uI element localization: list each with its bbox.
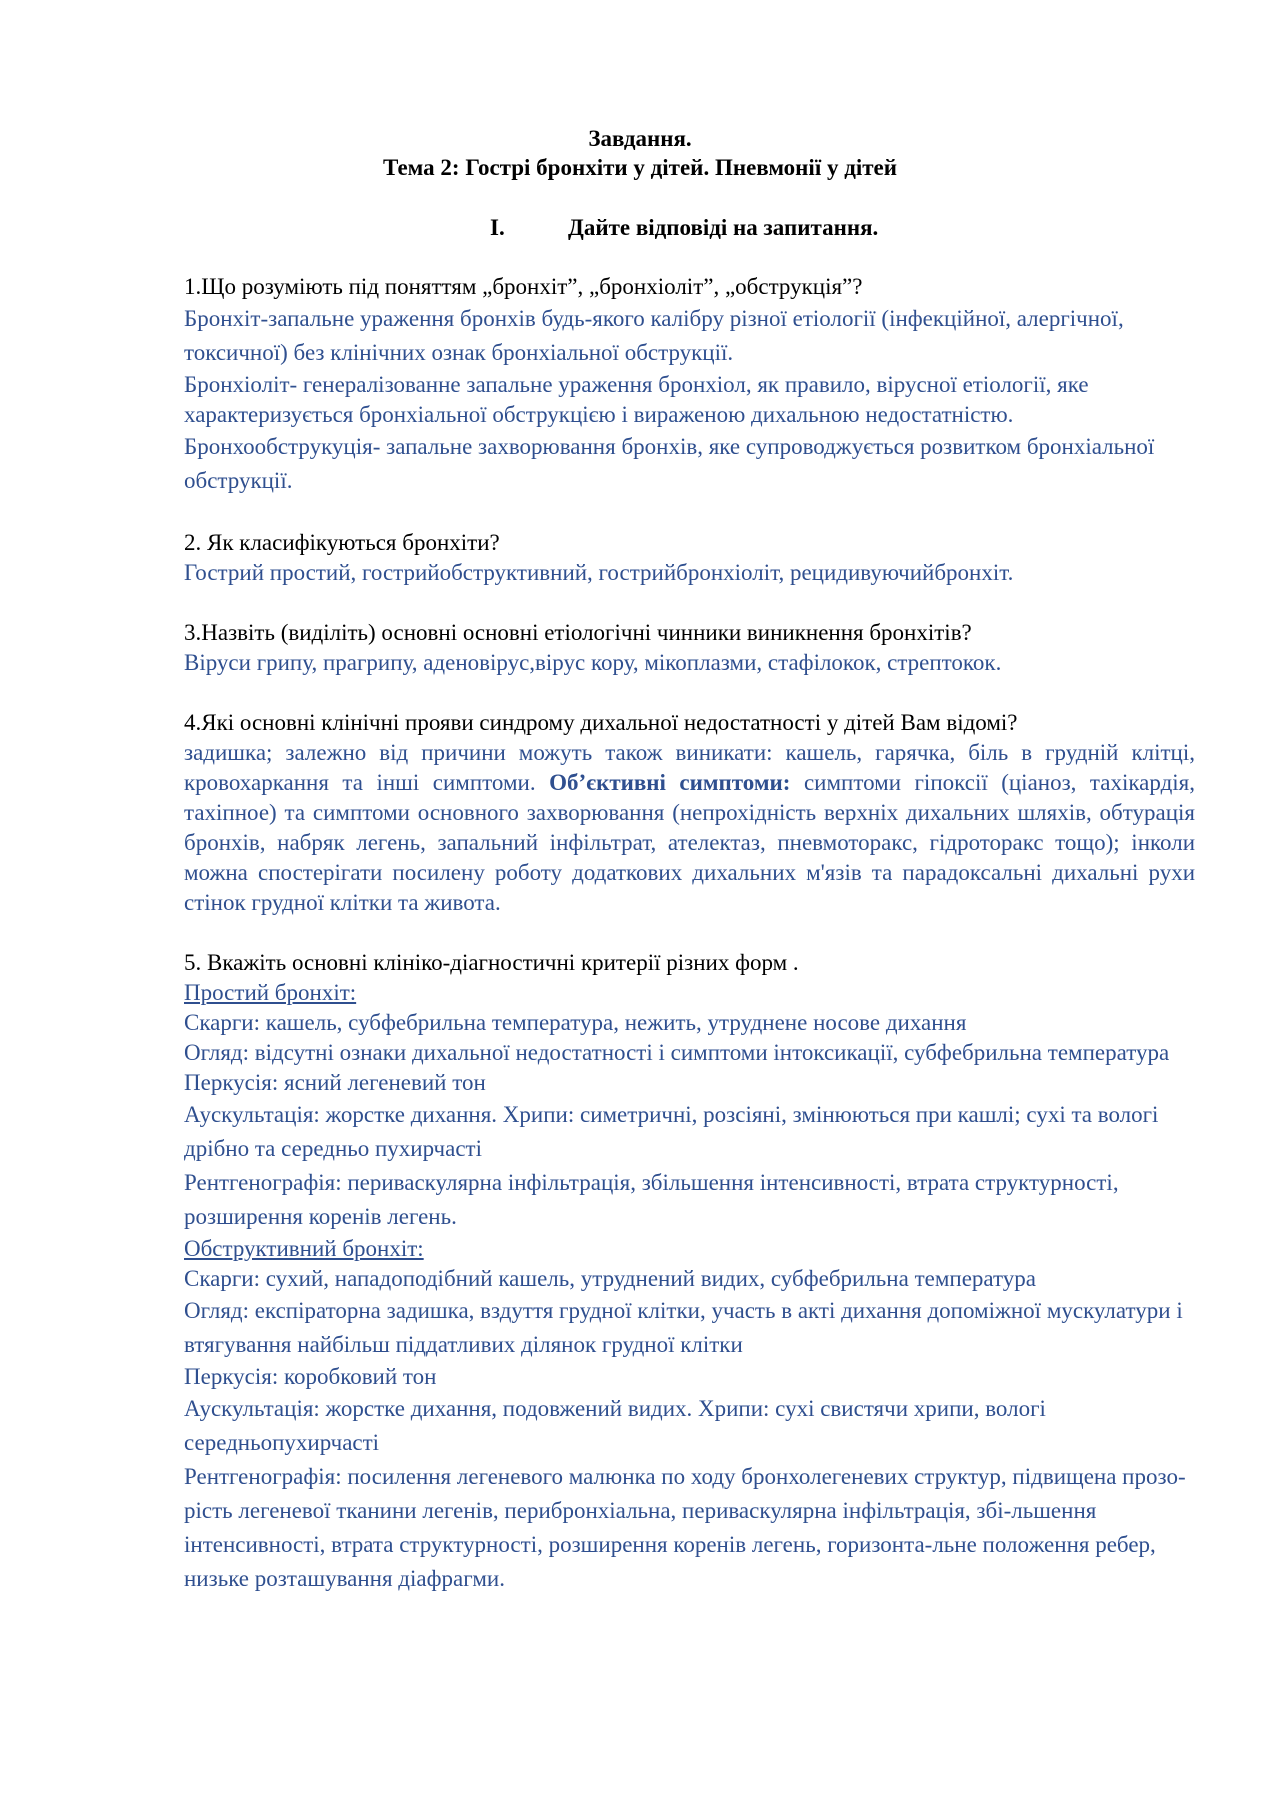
doc-subtitle: Тема 2: Гострі бронхіти у дітей. Пневмонії у дітей <box>383 155 897 180</box>
question-3: 3.Назвіть (виділіть) основні основні етіологічні чинники виникнення бронхітів? <box>184 620 972 645</box>
answer-4 <box>184 738 1195 918</box>
document-body <box>184 272 1195 1596</box>
simple-exam: Огляд: відсутні ознаки дихальної недостатності і симптоми інтоксикації, субфебрильна температура <box>184 1040 1170 1065</box>
question-5: 5. Вкажіть основні клініко-діагностичні критерії різних форм . <box>184 950 799 975</box>
answer-4-bold: Об’єктивні симптоми: <box>549 770 791 795</box>
question-2: 2. Як класифікуються бронхіти? <box>184 530 500 555</box>
section-number: I. <box>490 215 505 240</box>
obstructive-percussion: Перкусія: коробковий тон <box>184 1364 437 1389</box>
answer-1-obstruction: Бронхообструкуція- запальне захворювання бронхів, яке супроводжується розвитком бронхіальної обструкції. <box>184 434 1155 493</box>
answer-4-part1: задишка; залежно від причини можуть також виникати: кашель, гарячка, біль в грудній клітці, кровохаркання та інші симптоми. <box>184 740 1195 795</box>
obstructive-xray: Рентгенографія: посилення легеневого малюнка по ходу бронхолегеневих структур, підвищена прозо-рість легеневої тканини легенів, перибронхіальна, периваскулярна інфільтрація, збі-льшення інтенсивності, втрата структурності, розширення коренів легень, горизонта-льне положення ребер, низьке розташування діафрагми. <box>184 1464 1186 1591</box>
answer-4-part2: симптоми гіпоксії (ціаноз, тахікардія, тахіпное) та симптоми основного захворювання (непрохідність верхніх дихальних шляхів, обтурація бронхів, набряк легень, запальний інфільтрат, ателектаз, пневмоторакс, гідроторакс тощо); інколи можна спостерігати посилену роботу додаткових дихальних м'язів та парадоксальні дихальні рухи стінок грудної клітки та живота. <box>184 770 1196 915</box>
obstructive-auscultation: Аускультація: жорстке дихання, подовжений видих. Хрипи: сухі свистячи хрипи, вологі середньопухирчасті <box>184 1396 1046 1455</box>
simple-percussion: Перкусія: ясний легеневий тон <box>184 1070 486 1095</box>
answer-2: Гострий простий, гострийобструктивний, гострийбронхіоліт, рецидивуючийбронхіт. <box>184 560 1014 585</box>
answer-1-bronchiolitis: Бронхіоліт- генералізованне запальне ураження бронхіол, як правило, вірусної етіології, яке характеризується бронхіальної обструкцією і вираженою дихальною недостатністю. <box>184 372 1089 427</box>
answer-1-bronchitis: Бронхіт-запальне ураження бронхів будь-якого калібру різної етіології (інфекційної, алергічної, токсичної) без клінічних ознак бронхіальної обструкції. <box>184 306 1124 365</box>
obstructive-exam: Огляд: експіраторна задишка, вздуття грудної клітки, участь в акті дихання допоміжної мускулатури і втягування найбільш піддатливих ділянок грудної клітки <box>184 1298 1183 1357</box>
question-4: 4.Які основні клінічні прояви синдрому дихальної недостатності у дітей Вам відомі? <box>184 710 1018 735</box>
obstructive-bronchitis-heading: Обструктивний бронхіт: <box>184 1236 424 1261</box>
doc-title: Завдання. <box>588 126 692 151</box>
simple-xray: Рентгенографія: периваскулярна інфільтрація, збільшення інтенсивності, втрата структурності, розширення коренів легень. <box>184 1170 1119 1229</box>
answer-3: Віруси грипу, прагрипу, аденовірус,вірус кору, мікоплазми, стафілокок, стрептокок. <box>184 650 1002 675</box>
simple-auscultation: Аускультація: жорстке дихання. Хрипи: симетричні, розсіяні, змінюються при кашлі; сухі та вологі дрібно та середньо пухирчасті <box>184 1102 1159 1161</box>
simple-complaints: Скарги: кашель, субфебрильна температура, нежить, утруднене носове дихання <box>184 1010 967 1035</box>
obstructive-complaints: Скарги: сухий, нападоподібний кашель, утруднений видих, субфебрильна температура <box>184 1266 1036 1291</box>
section-heading <box>0 213 1280 243</box>
question-1: 1.Що розуміють під поняттям „бронхіт”, „бронхіоліт”, „обструкція”? <box>184 274 863 299</box>
section-title: Дайте відповіді на запитання. <box>568 215 879 240</box>
simple-bronchitis-heading: Простий бронхіт: <box>184 980 357 1005</box>
